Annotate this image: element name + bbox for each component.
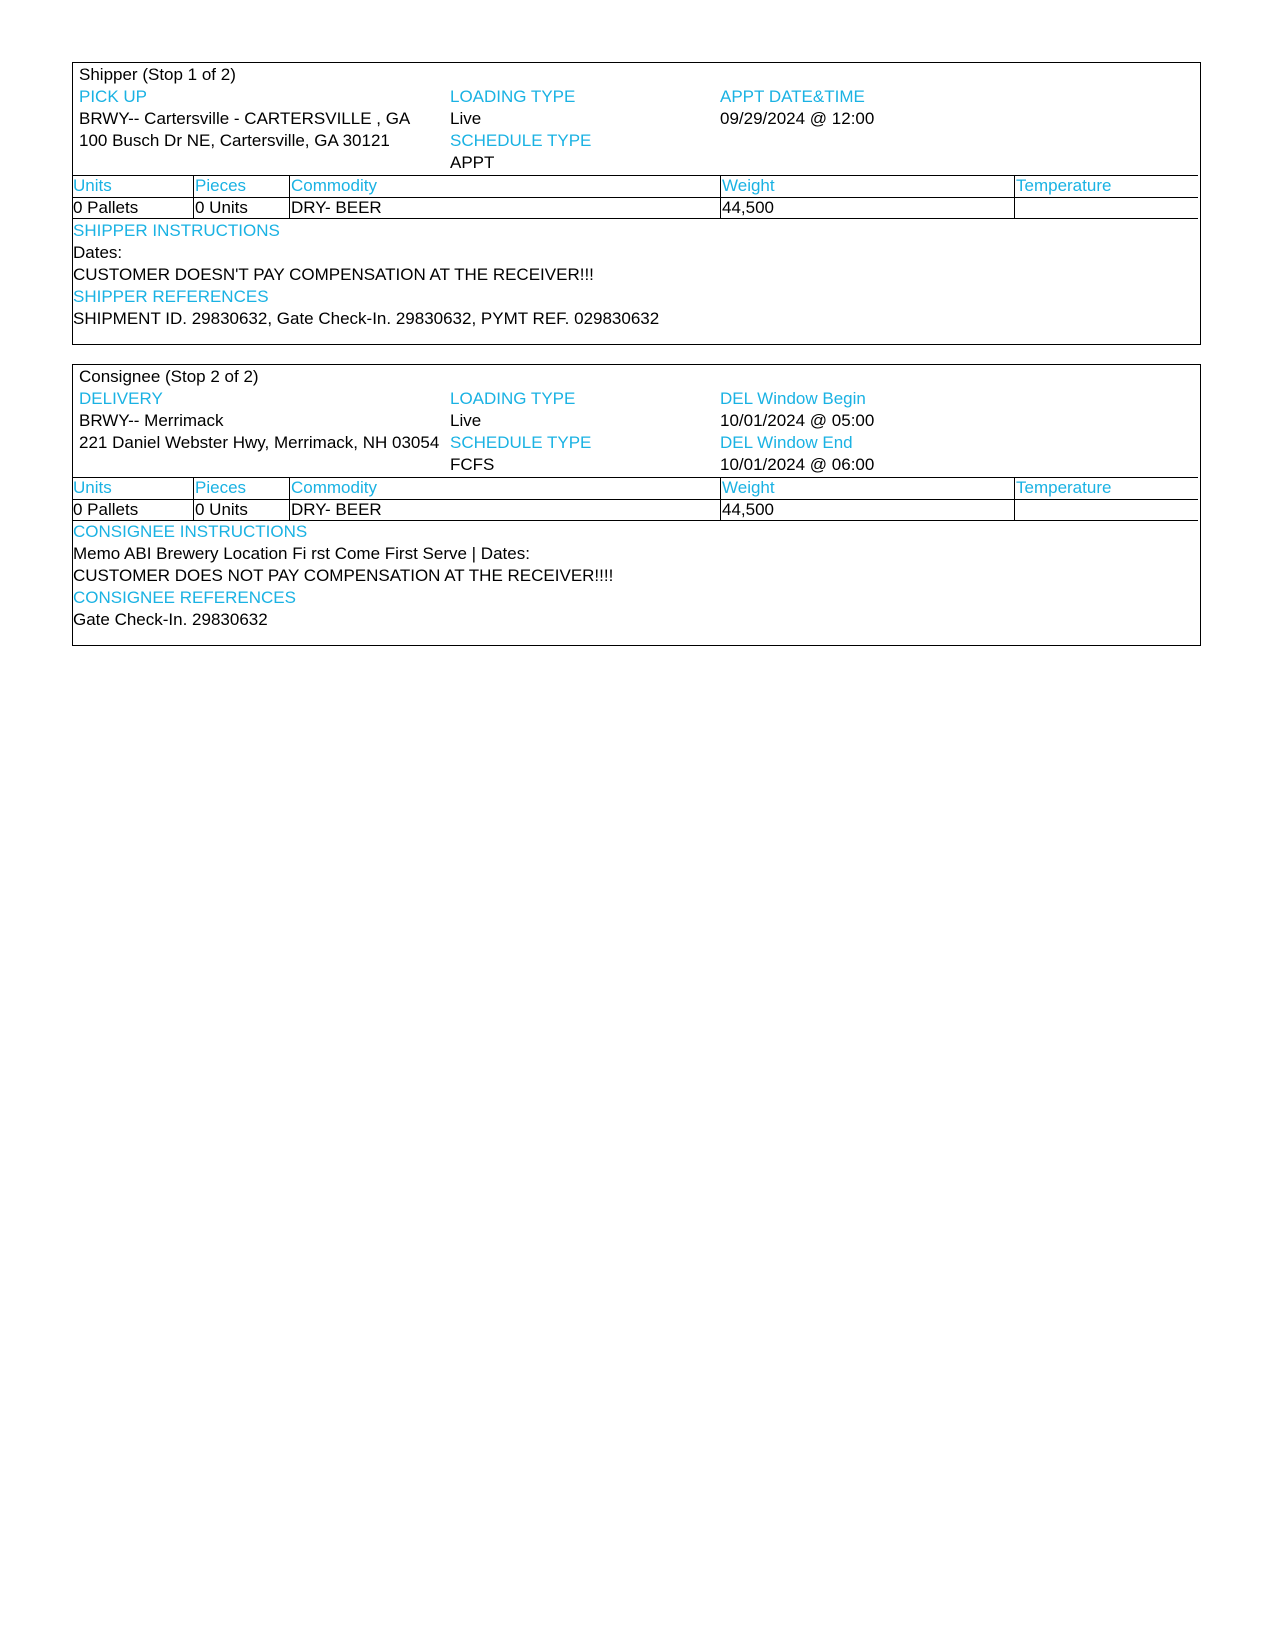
- loading-type-value: Live: [450, 411, 482, 430]
- pieces-header: Pieces: [195, 478, 247, 497]
- table-rule-bottom: [73, 520, 1198, 521]
- instructions-line: Memo ABI Brewery Location Fi rst Come First Serve | Dates:: [73, 544, 530, 563]
- units-cell: 0 Pallets: [73, 198, 139, 217]
- units-header: Units: [73, 478, 112, 497]
- units-cell: 0 Pallets: [73, 500, 139, 519]
- shipper-instructions-label: SHIPPER INSTRUCTIONS: [73, 221, 280, 240]
- instructions-line: CUSTOMER DOESN'T PAY COMPENSATION AT THE RECEIVER!!!: [73, 265, 594, 284]
- facility-name: BRWY-- Merrimack: [79, 411, 224, 430]
- table-col-divider: [720, 175, 721, 219]
- weight-header: Weight: [722, 176, 775, 195]
- consignee-references-label: CONSIGNEE REFERENCES: [73, 588, 296, 607]
- references-text: Gate Check-In. 29830632: [73, 610, 268, 629]
- table-col-divider: [289, 175, 290, 219]
- del-window-begin-label: DEL Window Begin: [720, 389, 866, 408]
- stop-title: Consignee (Stop 2 of 2): [79, 367, 259, 386]
- table-col-divider: [193, 175, 194, 219]
- commodity-table: [73, 477, 1198, 521]
- instructions-line: CUSTOMER DOES NOT PAY COMPENSATION AT THE RECEIVER!!!!: [73, 566, 614, 585]
- table-col-divider: [289, 477, 290, 521]
- table-rule-bottom: [73, 218, 1198, 219]
- commodity-cell: DRY- BEER: [291, 198, 382, 217]
- commodity-header: Commodity: [291, 478, 377, 497]
- facility-address: 221 Daniel Webster Hwy, Merrimack, NH 03054: [79, 433, 440, 452]
- appt-datetime-label: APPT DATE&TIME: [720, 87, 865, 106]
- del-window-begin-value: 10/01/2024 @ 05:00: [720, 411, 875, 430]
- references-text: SHIPMENT ID. 29830632, Gate Check-In. 29830632, PYMT REF. 029830632: [73, 309, 660, 328]
- schedule-type-label: SCHEDULE TYPE: [450, 433, 592, 452]
- schedule-type-label: SCHEDULE TYPE: [450, 131, 592, 150]
- weight-header: Weight: [722, 478, 775, 497]
- loading-type-value: Live: [450, 109, 482, 128]
- stop-title: Shipper (Stop 1 of 2): [79, 65, 236, 84]
- facility-name: BRWY-- Cartersville - CARTERSVILLE , GA: [79, 109, 411, 128]
- temperature-header: Temperature: [1016, 176, 1112, 195]
- commodity-table: [73, 175, 1198, 219]
- commodity-cell: DRY- BEER: [291, 500, 382, 519]
- shipper-stop-section: [72, 62, 1201, 345]
- schedule-type-value: FCFS: [450, 455, 495, 474]
- commodity-header: Commodity: [291, 176, 377, 195]
- schedule-type-value: APPT: [450, 153, 495, 172]
- pieces-header: Pieces: [195, 176, 247, 195]
- table-col-divider: [1014, 175, 1015, 219]
- shipper-references-label: SHIPPER REFERENCES: [73, 287, 269, 306]
- temperature-header: Temperature: [1016, 478, 1112, 497]
- del-window-end-label: DEL Window End: [720, 433, 853, 452]
- consignee-stop-section: [72, 364, 1201, 646]
- table-col-divider: [193, 477, 194, 521]
- instructions-line: Dates:: [73, 243, 123, 262]
- table-col-divider: [720, 477, 721, 521]
- weight-cell: 44,500: [722, 500, 774, 519]
- loading-type-label: LOADING TYPE: [450, 87, 576, 106]
- units-header: Units: [73, 176, 112, 195]
- consignee-instructions-label: CONSIGNEE INSTRUCTIONS: [73, 522, 308, 541]
- table-col-divider: [1014, 477, 1015, 521]
- pieces-cell: 0 Units: [195, 500, 248, 519]
- loading-type-label: LOADING TYPE: [450, 389, 576, 408]
- del-window-end-value: 10/01/2024 @ 06:00: [720, 455, 875, 474]
- pickup-label: PICK UP: [79, 87, 148, 106]
- weight-cell: 44,500: [722, 198, 774, 217]
- appt-datetime-value: 09/29/2024 @ 12:00: [720, 109, 875, 128]
- delivery-label: DELIVERY: [79, 389, 163, 408]
- facility-address: 100 Busch Dr NE, Cartersville, GA 30121: [79, 131, 390, 150]
- pieces-cell: 0 Units: [195, 198, 248, 217]
